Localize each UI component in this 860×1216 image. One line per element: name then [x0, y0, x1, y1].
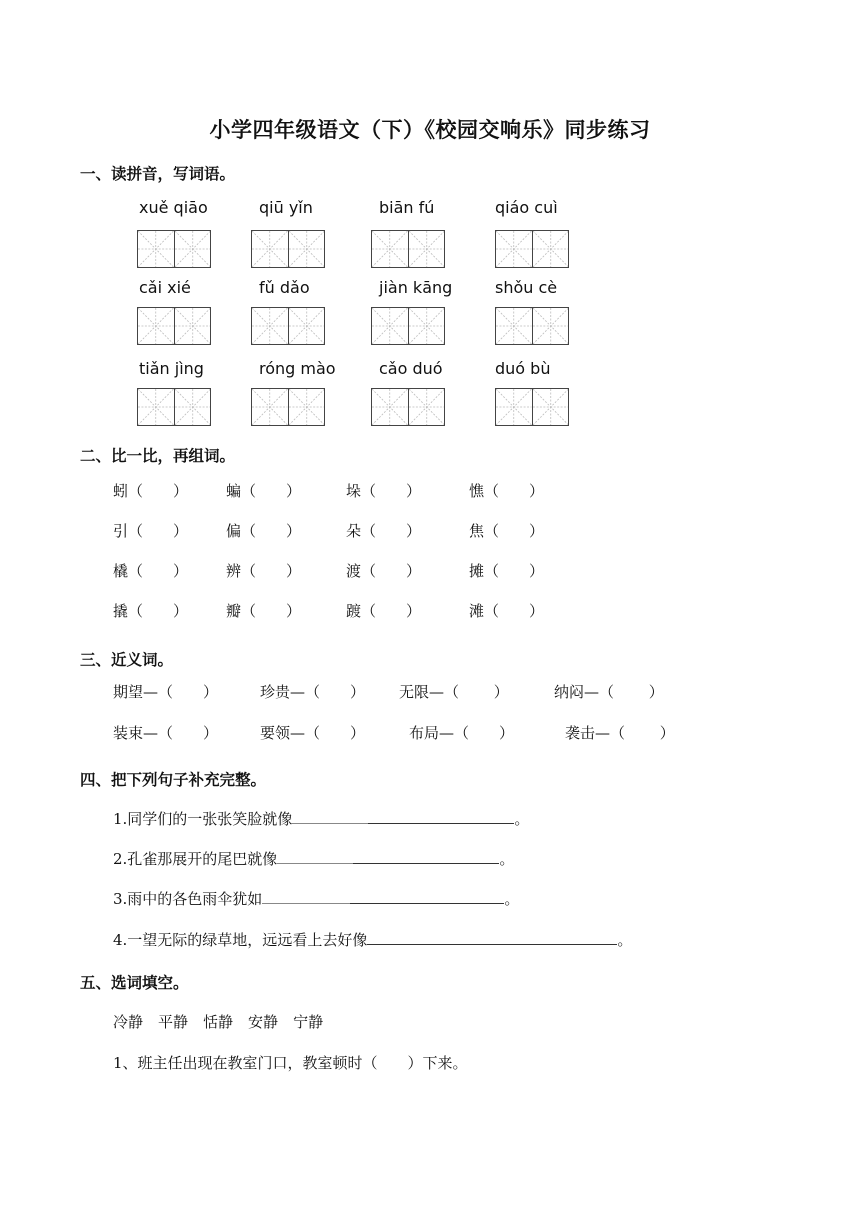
synonym-item[interactable]: 纳闷—（ ） — [554, 683, 664, 701]
section-4-heading: 四、把下列句子补充完整。 — [80, 771, 267, 789]
grid-cell[interactable] — [372, 308, 409, 344]
writing-grid[interactable] — [495, 307, 569, 345]
pinyin-label: cǎo duó — [379, 359, 443, 378]
grid-cell[interactable] — [289, 389, 325, 425]
page-title: 小学四年级语文（下）《校园交响乐》同步练习 — [209, 118, 651, 142]
compare-item[interactable]: 蚓（ ） — [113, 482, 189, 500]
grid-cell[interactable] — [175, 308, 211, 344]
grid-cell[interactable] — [496, 308, 533, 344]
compare-item[interactable]: 蝙（ ） — [226, 482, 302, 500]
sentence-2: 2.孔雀那展开的尾巴就像 。 — [113, 850, 515, 868]
synonym-item[interactable]: 装束—（ ） — [113, 724, 219, 742]
sentence-3: 3.雨中的各色雨伞犹如 。 — [113, 890, 520, 908]
synonym-item[interactable]: 要领—（ ） — [260, 724, 366, 742]
compare-item[interactable]: 撬（ ） — [113, 602, 189, 620]
grid-cell[interactable] — [252, 231, 289, 267]
section-1-heading: 一、读拼音，写词语。 — [80, 165, 236, 183]
sentence-1: 1.同学们的一张张笑脸就像 。 — [113, 810, 530, 828]
writing-grid[interactable] — [371, 307, 445, 345]
blank-line[interactable] — [350, 902, 504, 904]
compare-item[interactable]: 踱（ ） — [346, 602, 422, 620]
compare-item[interactable]: 引（ ） — [113, 522, 189, 540]
synonym-item[interactable]: 布局—（ ） — [409, 724, 515, 742]
grid-cell[interactable] — [175, 389, 211, 425]
compare-item[interactable]: 憔（ ） — [469, 482, 545, 500]
writing-grid[interactable] — [371, 388, 445, 426]
word-option: 平静 — [158, 1013, 189, 1031]
pinyin-label: jiàn kāng — [379, 278, 453, 297]
pinyin-label: cǎi xié — [139, 278, 191, 297]
pinyin-label: xuě qiāo — [139, 198, 208, 217]
grid-cell[interactable] — [409, 308, 445, 344]
grid-cell[interactable] — [533, 389, 569, 425]
compare-item[interactable]: 辨（ ） — [226, 562, 302, 580]
compare-item[interactable]: 垛（ ） — [346, 482, 422, 500]
compare-item[interactable]: 摊（ ） — [469, 562, 545, 580]
blank-line[interactable] — [292, 822, 368, 824]
fill-question-1: 1、班主任出现在教室门口，教室顿时（ ）下来。 — [113, 1054, 468, 1072]
compare-item[interactable]: 橇（ ） — [113, 562, 189, 580]
compare-item[interactable]: 偏（ ） — [226, 522, 302, 540]
section-3-heading: 三、近义词。 — [80, 651, 174, 669]
writing-grid[interactable] — [495, 388, 569, 426]
writing-grid[interactable] — [251, 307, 325, 345]
pinyin-label: biān fú — [379, 198, 435, 217]
grid-cell[interactable] — [138, 389, 175, 425]
grid-cell[interactable] — [533, 231, 569, 267]
section-2-heading: 二、比一比，再组词。 — [80, 447, 236, 465]
pinyin-label: róng mào — [259, 359, 336, 378]
pinyin-label: tiǎn jìng — [139, 359, 204, 378]
compare-item[interactable]: 瓣（ ） — [226, 602, 302, 620]
section-5-heading: 五、选词填空。 — [80, 974, 189, 992]
pinyin-label: fǔ dǎo — [259, 278, 310, 297]
grid-cell[interactable] — [533, 308, 569, 344]
synonym-item[interactable]: 无限—（ ） — [399, 683, 509, 701]
word-bank — [113, 1011, 323, 1032]
pinyin-label: qiáo cuì — [495, 198, 558, 217]
pinyin-label: shǒu cè — [495, 278, 558, 297]
writing-grid[interactable] — [137, 388, 211, 426]
grid-cell[interactable] — [496, 231, 533, 267]
grid-cell[interactable] — [138, 308, 175, 344]
sentence-4: 4.一望无际的绿草地，远远看上去好像 。 — [113, 931, 633, 949]
blank-line[interactable] — [368, 822, 514, 824]
compare-item[interactable]: 滩（ ） — [469, 602, 545, 620]
grid-cell[interactable] — [372, 231, 409, 267]
compare-item[interactable]: 焦（ ） — [469, 522, 545, 540]
synonym-item[interactable]: 袭击—（ ） — [565, 724, 675, 742]
blank-line[interactable] — [262, 902, 350, 904]
grid-cell[interactable] — [289, 308, 325, 344]
word-option: 安静 — [248, 1013, 279, 1031]
grid-cell[interactable] — [252, 308, 289, 344]
synonym-item[interactable]: 期望—（ ） — [113, 683, 219, 701]
blank-line[interactable] — [367, 943, 617, 945]
word-option: 宁静 — [293, 1013, 324, 1031]
compare-item[interactable]: 朵（ ） — [346, 522, 422, 540]
synonym-item[interactable]: 珍贵—（ ） — [260, 683, 366, 701]
blank-line[interactable] — [277, 862, 353, 864]
writing-grid[interactable] — [371, 230, 445, 268]
compare-item[interactable]: 渡（ ） — [346, 562, 422, 580]
blank-line[interactable] — [353, 862, 499, 864]
grid-cell[interactable] — [252, 389, 289, 425]
grid-cell[interactable] — [175, 231, 211, 267]
grid-cell[interactable] — [409, 389, 445, 425]
grid-cell[interactable] — [289, 231, 325, 267]
writing-grid[interactable] — [137, 307, 211, 345]
grid-cell[interactable] — [372, 389, 409, 425]
pinyin-label: duó bù — [495, 359, 551, 378]
writing-grid[interactable] — [251, 388, 325, 426]
pinyin-label: qiū yǐn — [259, 198, 313, 217]
writing-grid[interactable] — [495, 230, 569, 268]
word-option: 恬静 — [203, 1013, 234, 1031]
grid-cell[interactable] — [496, 389, 533, 425]
grid-cell[interactable] — [138, 231, 175, 267]
grid-cell[interactable] — [409, 231, 445, 267]
writing-grid[interactable] — [137, 230, 211, 268]
writing-grid[interactable] — [251, 230, 325, 268]
word-option: 冷静 — [113, 1013, 144, 1031]
